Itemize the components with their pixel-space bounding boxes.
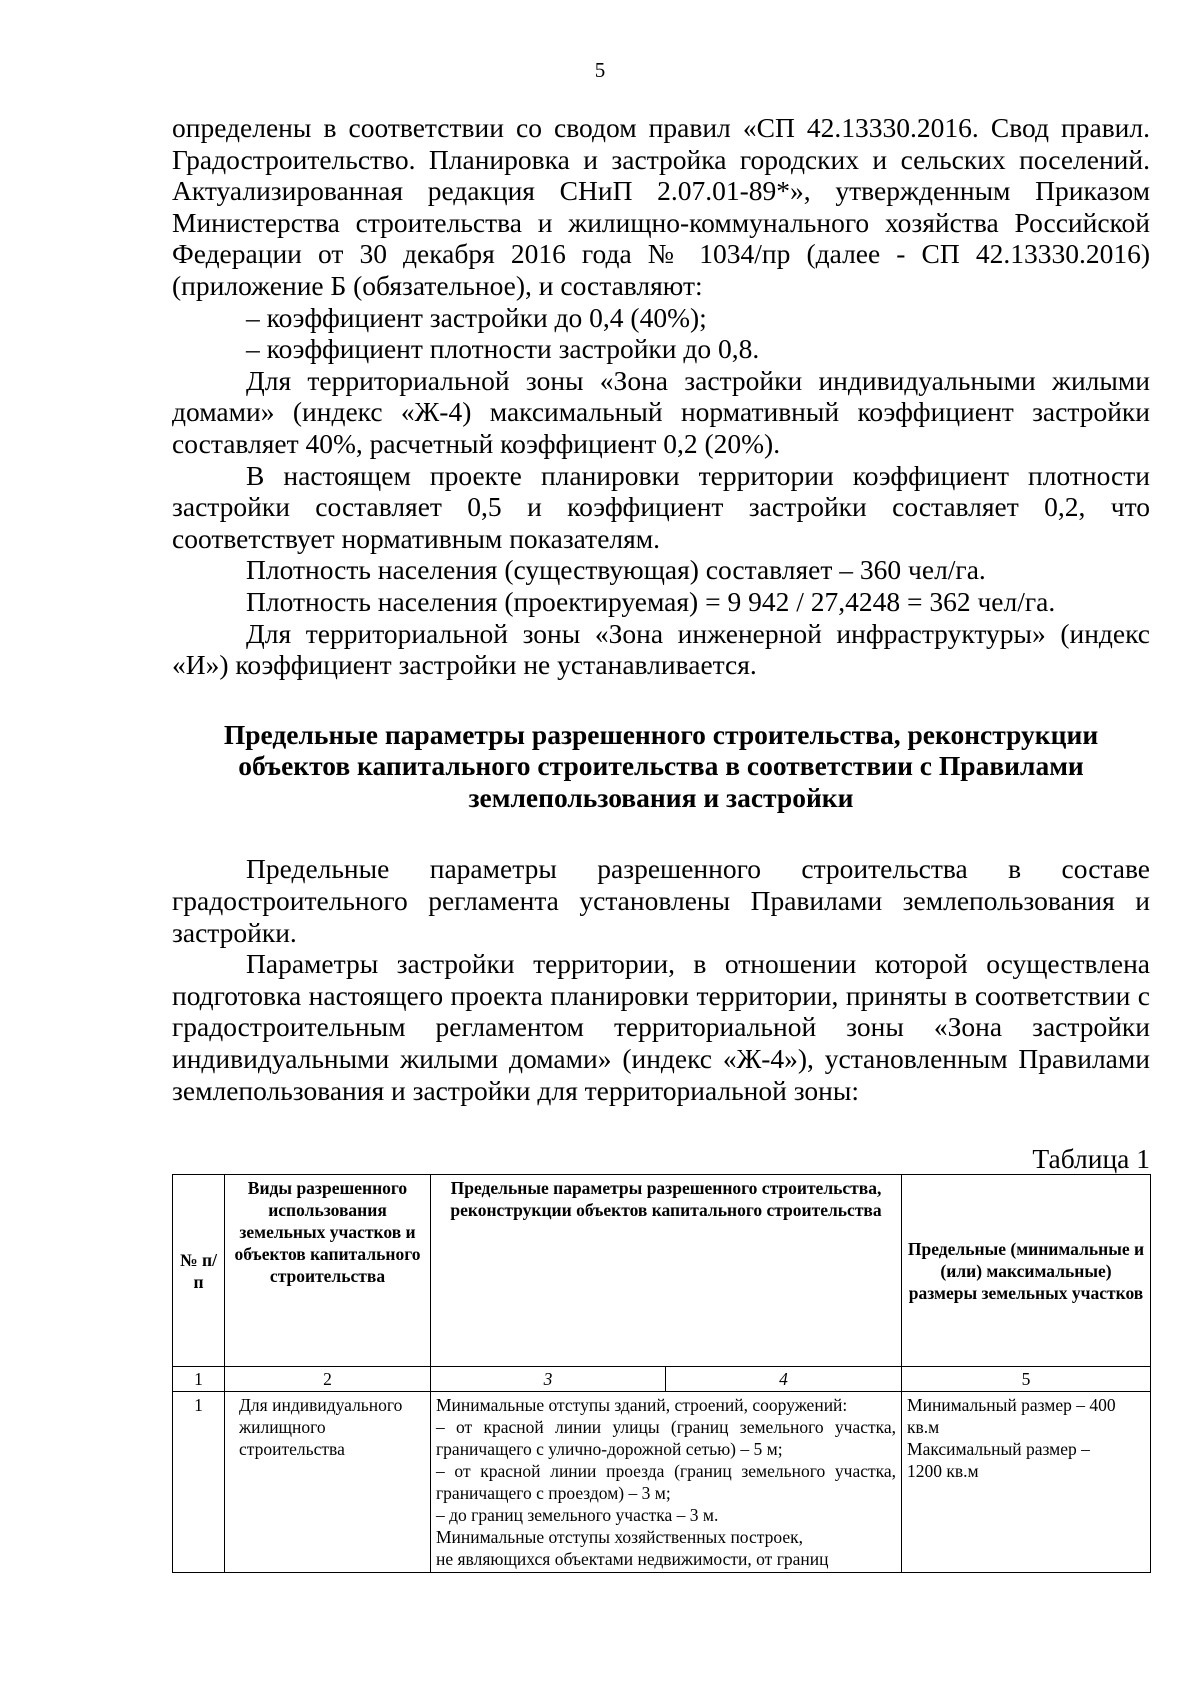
table-row <box>173 1392 1151 1573</box>
row-parameters: Минимальные отступы зданий, строений, сооружений: – от красной линии улицы (границ земельного участка, граничащего с улично-дорожной сетью) – 5 м; – от красной линии проезда (границ земельного участка, граничащего с проездом) – 3 м; – до границ земельного участка – 3 м. Минимальные отступы хозяйственных построек, не являющихся объектами недвижимости, от границ <box>431 1392 902 1573</box>
header-parameters: Предельные параметры разрешенного строительства, реконструкции объектов капитального строительства <box>431 1175 902 1367</box>
row-type: Для индивидуального жилищного строительства <box>225 1392 431 1573</box>
header-sizes: Предельные (минимальные и (или) максимальные) размеры земельных участков <box>902 1175 1151 1367</box>
paragraph-intro: определены в соответствии со сводом правил «СП 42.13330.2016. Свод правил. Градостроительство. Планировка и застройка городских и сельских поселений. Актуализированная редакция СНиП 2.07.01-89*», утвержденным Приказом Министерства строительства и жилищно-коммунального хозяйства Российской Федерации от 30 декабря 2016 года № 1034/пр (далее - СП 42.13330.2016) (приложение Б (обязательное), и составляют: <box>172 112 1150 301</box>
header-number: № п/п <box>173 1175 225 1367</box>
row-number: 1 <box>173 1392 225 1573</box>
paragraph-limits: Предельные параметры разрешенного строительства в составе градостроительного регламента установлены Правилами землепользования и застройки. <box>172 853 1150 948</box>
table-header-row <box>173 1175 1151 1367</box>
col-number-4: 4 <box>666 1367 902 1392</box>
row-sizes: Минимальный размер – 400 кв.м Максимальный размер – 1200 кв.м <box>902 1392 1151 1573</box>
paragraph-coefficient-building: – коэффициент застройки до 0,4 (40%); <box>246 301 707 333</box>
col-number-5: 5 <box>902 1367 1151 1392</box>
document-body <box>172 112 1150 1573</box>
paragraph-density-projected: Плотность населения (проектируемая) = 9 942 / 27,4248 = 362 чел/га. <box>246 585 1056 617</box>
paragraph-project-values: В настоящем проекте планировки территории коэффициент плотности застройки составляет 0,5 и коэффициент застройки составляет 0,2, что соответствует нормативным показателям. <box>172 459 1150 554</box>
paragraph-density-existing: Плотность населения (существующая) составляет – 360 чел/га. <box>246 554 986 586</box>
paragraph-coefficient-density: – коэффициент плотности застройки до 0,8. <box>246 333 760 365</box>
paragraph-zone-zh4: Для территориальной зоны «Зона застройки индивидуальными жилыми домами» (индекс «Ж-4) максимальный нормативный коэффициент застройки составляет 40%, расчетный коэффициент 0,2 (20%). <box>172 364 1150 459</box>
table-column-numbers <box>173 1367 1151 1392</box>
col-number-3: 3 <box>431 1367 666 1392</box>
page-number: 5 <box>594 58 606 82</box>
parameters-table <box>172 1174 1151 1573</box>
col-number-2: 2 <box>225 1367 431 1392</box>
paragraph-parameters: Параметры застройки территории, в отношении которой осуществлена подготовка настоящего проекта планировки территории, приняты в соответствии с градостроительным регламентом территориальной зоны «Зона застройки индивидуальными жилыми домами» (индекс «Ж-4»), установленным Правилами землепользования и застройки для территориальной зоны: <box>172 948 1150 1106</box>
section-heading: Предельные параметры разрешенного строительства, реконструкции объектов капитального строительства в соответствии с Правилами землепользования и застройки <box>223 718 1099 813</box>
paragraph-zone-i: Для территориальной зоны «Зона инженерной инфраструктуры» (индекс «И») коэффициент застройки не устанавливается. <box>172 617 1150 681</box>
table-caption: Таблица 1 <box>1032 1143 1150 1175</box>
header-types: Виды разрешенного использования земельных участков и объектов капитального строительства <box>225 1175 431 1367</box>
col-number-1: 1 <box>173 1367 225 1392</box>
